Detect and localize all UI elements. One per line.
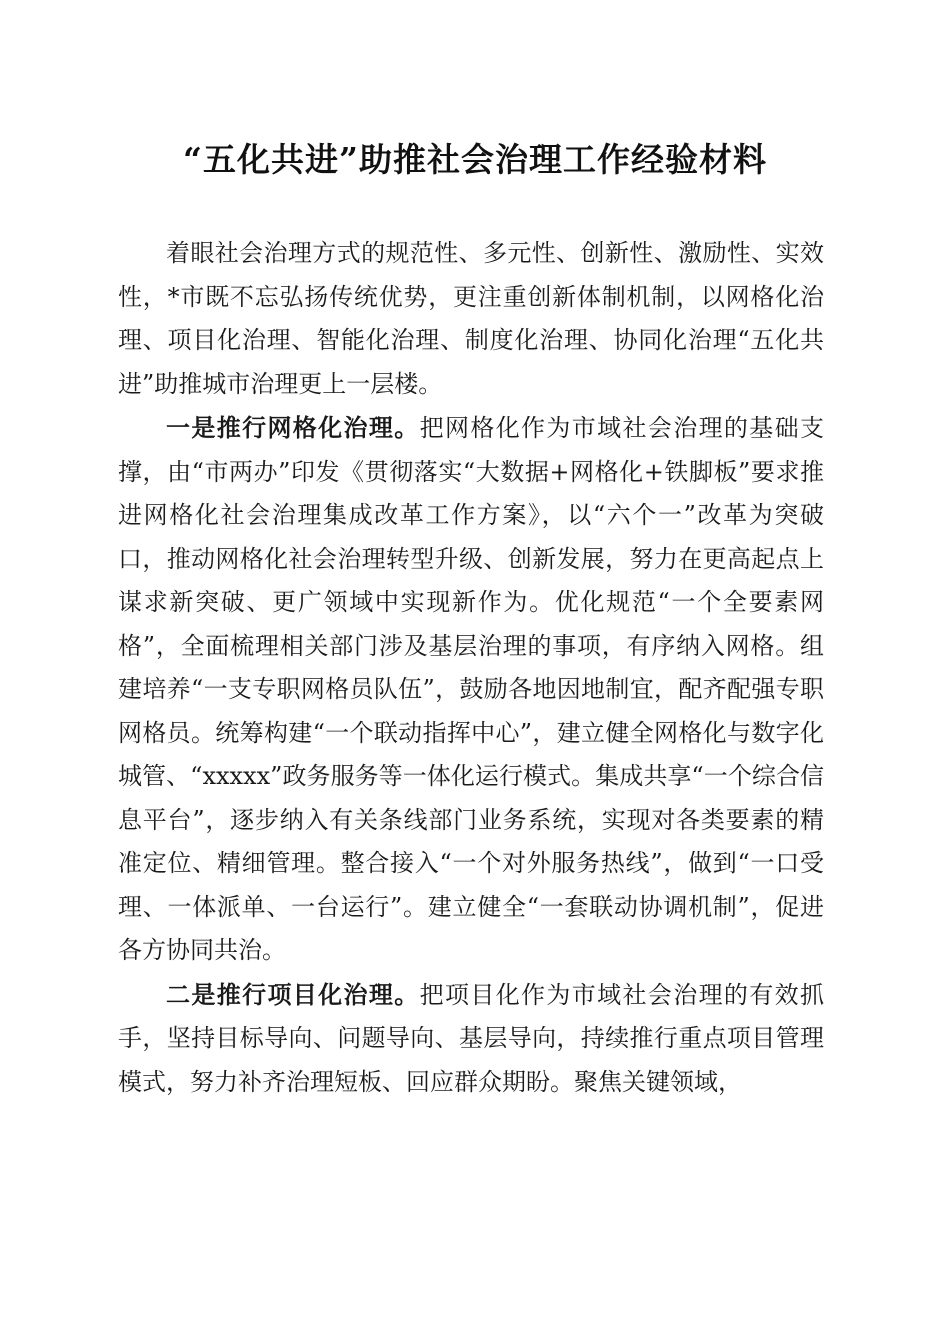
- section-paragraph-2: [118, 973, 824, 1105]
- section-text-2: 把项目化作为市域社会治理的有效抓手，坚持目标导向、问题导向、基层导向，持续推行重点项目管理模式，努力补齐治理短板、回应群众期盼。聚焦关键领域，: [118, 980, 825, 1096]
- document-body: [118, 232, 824, 1104]
- section-paragraph-1: [118, 406, 824, 973]
- intro-paragraph: 着眼社会治理方式的规范性、多元性、创新性、激励性、实效性，*市既不忘弘扬传统优势，更注重创新体制机制，以网格化治理、项目化治理、智能化治理、制度化治理、协同化治理“五化共进”助推城市治理更上一层楼。: [118, 239, 824, 398]
- document-title: “五化共进”助推社会治理工作经验材料: [183, 140, 767, 179]
- section-heading-2: 二是推行项目化治理。: [166, 979, 420, 1009]
- section-heading-1: 一是推行网格化治理。: [166, 413, 420, 442]
- section-text-1: 把网格化作为市域社会治理的基础支撑，由“市两办”印发《贯彻落实“大数据+网格化+铁脚板”要求推进网格化社会治理集成改革工作方案》，以“六个一”改革为突破口，推动网格化社会治理转型升级、创新发展，努力在更高起点上谋求新突破、更广领域中实现新作为。优化规范“一个全要素网格”，全面梳理相关部门涉及基层治理的事项，有序纳入网格。组建培养“一支专职网格员队伍”，鼓励各地因地制宜，配齐配强专职网格员。统筹构建“一个联动指挥中心”，建立健全网格化与数字化城管、“xxxxx”政务服务等一体化运行模式。集成共享“一个综合信息平台”，逐步纳入有关条线部门业务系统，实现对各类要素的精准定位、精细管理。整合接入“一个对外服务热线”，做到“一口受理、一体派单、一台运行”。建立健全“一套联动协调机制”，促进各方协同共治。: [118, 414, 825, 964]
